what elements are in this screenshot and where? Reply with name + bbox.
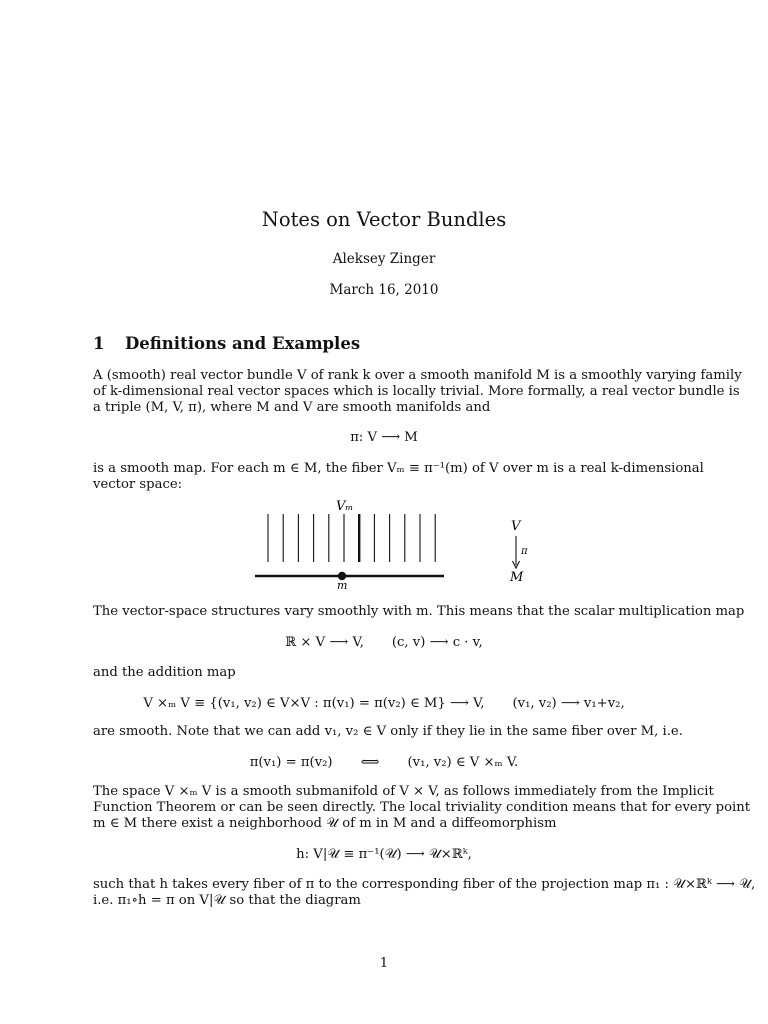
text-line: a triple (M, V, π), where M and V are smooth manifolds and: [93, 400, 491, 415]
page-number: 1: [379, 956, 389, 971]
eq-part: (v₁, v₂) ⟶ v₁+v₂,: [512, 696, 625, 711]
eq-part: (c, v) ⟶ c · v,: [391, 635, 483, 650]
eq-part: π(v₁) = π(v₂): [249, 755, 333, 770]
author-name: Aleksey Zinger: [332, 251, 436, 267]
projection-label: π: [521, 546, 528, 557]
eq-part: (v₁, v₂) ∈ V ×ₘ V.: [407, 755, 519, 770]
eq-part: V ×ₘ V ≡ {(v₁, v₂) ∈ V×V : π(v₁) = π(v₂) ∈ M} ⟶ V,: [143, 696, 485, 711]
paper-title: Notes on Vector Bundles: [261, 208, 507, 231]
text-line: vector space:: [93, 477, 183, 492]
text-line: The space V ×ₘ V is a smooth submanifold of V × V, as follows immediately from the Implicit: [93, 784, 714, 799]
text-line: are smooth. Note that we can add v₁, v₂ ∈ V only if they lie in the same fiber over M, i.e.: [93, 724, 683, 739]
equation-projection: π: V ⟶ M: [350, 430, 418, 445]
paragraph-submanifold: [93, 784, 751, 832]
fiber-label: Vₘ: [336, 499, 354, 514]
equation-same-fiber: [0, 755, 768, 771]
text-line: and the addition map: [93, 665, 236, 680]
text-line: The vector-space structures vary smoothly with m. This means that the scalar multiplication map: [93, 604, 745, 619]
equation-trivialization: h: V|𝒰 ≡ π⁻¹(𝒰) ⟶ 𝒰×ℝᵏ,: [296, 847, 472, 862]
section-number: 1: [93, 334, 105, 353]
text-line: i.e. π₁∘h = π on V|𝒰 so that the diagram: [93, 893, 361, 908]
paragraph-projection: [93, 877, 756, 909]
equation-scalar-mult: [0, 635, 768, 651]
paragraph-smooth: [93, 724, 696, 740]
total-space-label: V: [511, 519, 521, 534]
text-line: m ∈ M there exist a neighborhood 𝒰 of m in M and a diffeomorphism: [93, 816, 557, 831]
text-line: of k-dimensional real vector spaces which is locally trivial. More formally, a real vector bundle is: [93, 384, 740, 399]
base-label: M: [510, 570, 524, 585]
paper-date: March 16, 2010: [329, 282, 439, 298]
text-line: A (smooth) real vector bundle V of rank k over a smooth manifold M is a smoothly varying family: [93, 368, 742, 383]
paragraph-structures: [93, 604, 745, 620]
text-line: is a smooth map. For each m ∈ M, the fiber Vₘ ≡ π⁻¹(m) of V over m is a real k-dimensional: [93, 461, 704, 476]
eq-part: ℝ × V ⟶ V,: [285, 635, 364, 650]
fiber-lines: [268, 514, 435, 562]
text-line: Function Theorem or can be seen directly. The local triviality condition means that for every point: [93, 800, 751, 815]
equation-addition-map: [0, 696, 768, 712]
point-label: m: [337, 579, 348, 592]
section-title: Definitions and Examples: [125, 334, 361, 353]
paragraph-addition: [93, 665, 696, 681]
text-line: such that h takes every fiber of π to the corresponding fiber of the projection map π₁ : 𝒰×ℝᵏ ⟶ 𝒰,: [93, 877, 756, 892]
eq-part: ⟺: [360, 755, 380, 770]
